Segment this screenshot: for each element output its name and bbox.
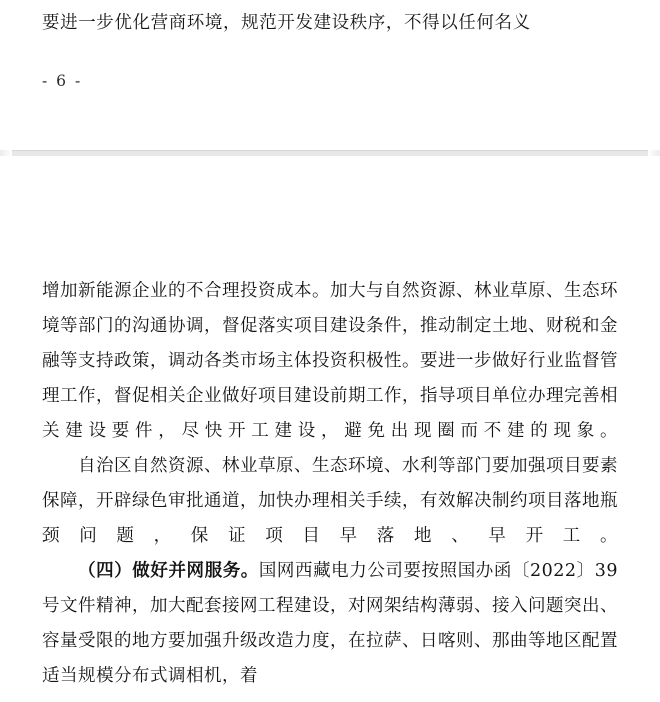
page-text-block	[42, 274, 618, 694]
paragraph-resources	[42, 449, 618, 554]
paragraph-grid-service-text: 国网西藏电力公司要按照国办函〔2022〕39号文件精神，加大配套接网工程建设，对网架结构薄弱、接入问题突出、容量受限的地方要加强升级改造力度，在拉萨、日喀则、那曲等地区配置适当规模分布式调相机，着	[42, 561, 618, 686]
page-number-folio: - 6 -	[42, 72, 83, 90]
paragraph-grid-service	[42, 554, 618, 694]
previous-page-fragment	[0, 0, 660, 150]
paragraph-grid-service-heading: （四）做好并网服务。	[78, 561, 259, 581]
previous-page-last-line: 要进一步优化营商环境，规范开发建设秩序，不得以任何名义	[42, 13, 531, 33]
current-page	[0, 156, 660, 702]
paragraph-resources-text: 自治区自然资源、林业草原、生态环境、水利等部门要加强项目要素保障，开辟绿色审批通道，加快办理相关手续，有效解决制约项目落地瓶颈问题，保证项目早落地、早开工。	[42, 456, 618, 546]
paragraph-continued	[42, 274, 618, 449]
paragraph-continued-text: 增加新能源企业的不合理投资成本。加大与自然资源、林业草原、生态环境等部门的沟通协调，督促落实项目建设条件，推动制定土地、财税和金融等支持政策，调动各类市场主体投资积极性。要进一步做好行业监督管理工作，督促相关企业做好项目建设前期工作，指导项目单位办理完善相关建设要件，尽快开工建设，避免出现圈而不建的现象。	[42, 281, 618, 441]
